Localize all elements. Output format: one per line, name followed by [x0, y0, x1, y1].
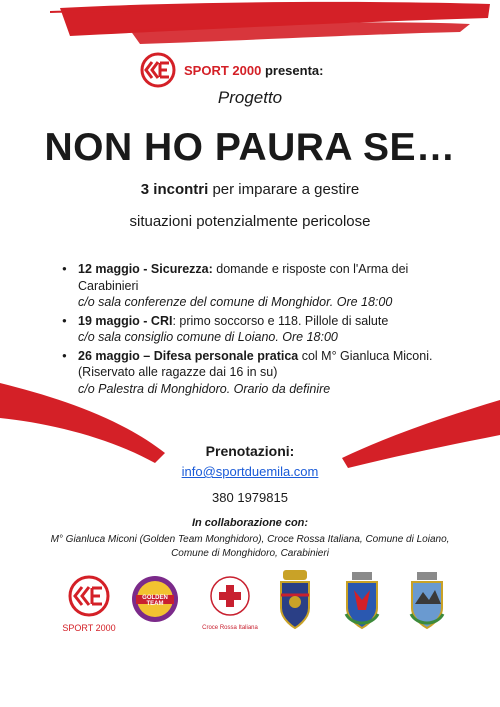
email-link[interactable]: info@sportduemila.com — [181, 464, 319, 479]
subtitle-rest: per imparare a gestire — [208, 181, 360, 198]
monghidoro-crest-icon — [407, 570, 447, 632]
sport2000-partner-logo — [62, 574, 116, 633]
event-desc: domande e risposte con l'Arma dei Carabinieri — [78, 262, 409, 293]
collab-line-1: M° Gianluca Miconi (Golden Team Monghidoro), Croce Rossa Italiana, Comune di Loiano, — [50, 534, 450, 545]
event-note: (Riservato alle ragazze dai 16 in su) — [78, 365, 278, 379]
sport2000-icon — [62, 574, 116, 618]
collab-text — [40, 533, 460, 561]
list-item — [62, 313, 462, 346]
golden-team-logo — [130, 574, 180, 629]
header — [140, 52, 323, 88]
cri-caption: Croce Rossa Italiana — [202, 625, 258, 631]
progetto-label: Progetto — [217, 88, 283, 107]
event-date-title: 26 maggio – Difesa personale pratica — [78, 348, 299, 363]
event-date-title: 19 maggio - CRI — [78, 313, 173, 328]
subtitle-bold: 3 incontri — [140, 181, 209, 198]
sport2000-caption: SPORT 2000 — [62, 623, 116, 633]
comune-monghidoro-crest — [407, 570, 447, 637]
event-desc: : primo soccorso e 118. Pillole di salute — [172, 313, 389, 328]
prenotazioni-label: Prenotazioni: — [205, 443, 295, 459]
event-desc: col M° Gianluca Miconi. — [298, 348, 433, 363]
page-title: NON HO PAURA SE… — [44, 126, 456, 169]
event-list — [62, 261, 462, 397]
carabinieri-crest — [275, 568, 315, 637]
brand-name: SPORT 2000 — [184, 62, 262, 78]
event-location: c/o Palestra di Monghidoro. Orario da definire — [78, 381, 331, 396]
presenta-line — [184, 63, 323, 78]
right-brush-stroke — [340, 400, 500, 470]
red-cross-icon — [200, 574, 260, 620]
croce-rossa-logo — [200, 574, 260, 631]
top-brush-stroke — [50, 0, 500, 60]
event-date-title: 12 maggio - Sicurezza: — [78, 262, 213, 276]
collab-line-2: Comune di Monghidoro, Carabinieri — [171, 548, 329, 559]
partner-logos — [0, 568, 500, 638]
list-item — [62, 261, 462, 311]
list-item — [62, 348, 462, 398]
loiano-crest-icon — [342, 570, 382, 632]
subtitle-line-1 — [0, 181, 500, 198]
phone-number: 380 1979815 — [212, 490, 288, 505]
collab-label: In collaborazione con: — [191, 517, 309, 529]
carabinieri-crest-icon — [275, 568, 315, 632]
comune-loiano-crest — [342, 570, 382, 637]
golden-team-text: GOLDEN TEAM — [142, 595, 168, 607]
event-location: c/o sala conferenze del comune di Monghidor. Ore 18:00 — [78, 295, 393, 309]
sport2000-logo-icon — [140, 52, 176, 88]
subtitle-line-2: situazioni potenzialmente pericolose — [129, 213, 371, 230]
presenta-label: presenta: — [264, 62, 324, 78]
event-location: c/o sala consiglio comune di Loiano. Ore 18:00 — [78, 330, 338, 344]
